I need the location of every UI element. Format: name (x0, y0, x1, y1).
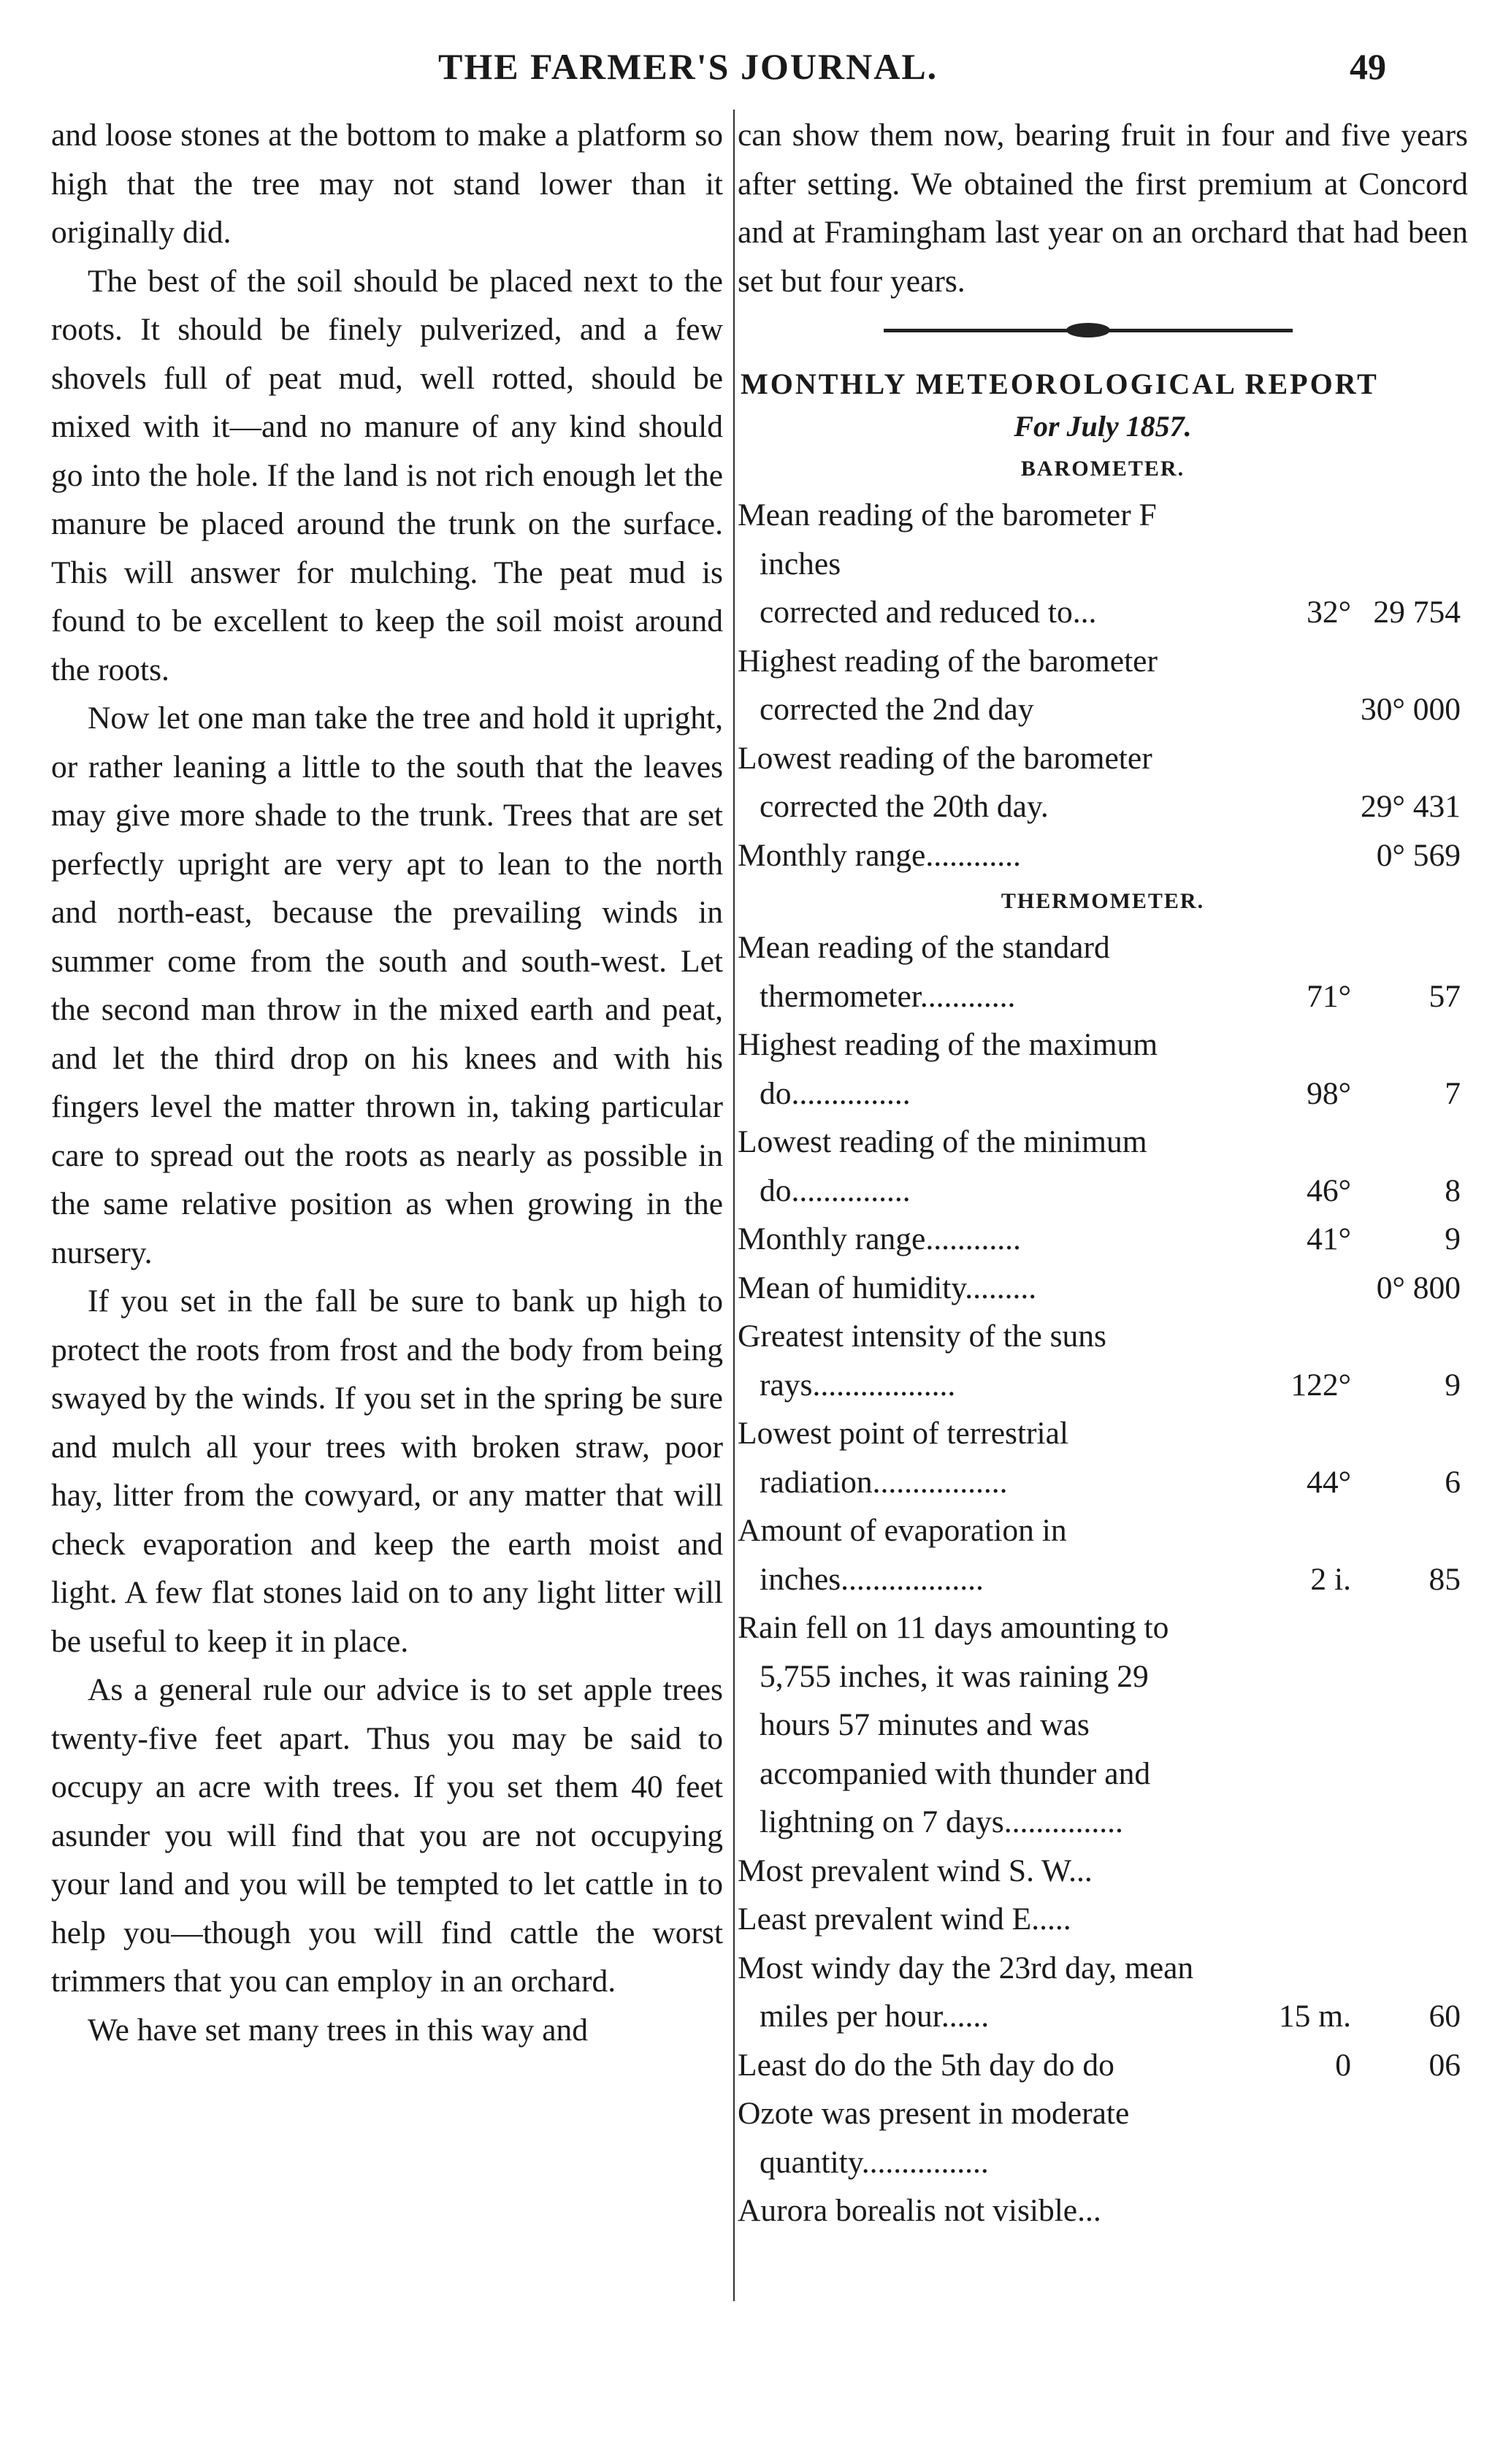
report-row-label: Rain fell on 11 days amounting to 5,755 inches, it was raining 29 hours 57 minutes and was accompanied with thunder and lightning on 7 days............... (738, 1610, 1169, 1839)
report-row (738, 1847, 1468, 1896)
report-row-value (1263, 1167, 1468, 1216)
report-row (738, 1603, 1468, 1847)
report-row (738, 1312, 1468, 1409)
report-row-value (1263, 1215, 1468, 1264)
value-secondary: 0° 800 (1376, 1270, 1461, 1305)
report-row-label: Least prevalent wind E..... (738, 1902, 1071, 1937)
report-row-label: Highest reading of the maximum do............... (738, 1027, 1158, 1111)
report-row-value (1263, 1069, 1468, 1118)
report-row-value (1263, 2041, 1468, 2090)
report-row-label: Lowest reading of the barometer corrected the 20th day. (738, 740, 1152, 824)
report-row (738, 2186, 1468, 2235)
value-secondary: 06 (1429, 2047, 1461, 2083)
thermometer-heading: THERMOMETER. (1001, 889, 1205, 913)
report-row-value (1263, 2138, 1468, 2187)
report-row-label: Highest reading of the barometer corrected the 2nd day (738, 643, 1158, 727)
column-divider (733, 110, 735, 2301)
value-secondary: 60 (1429, 1999, 1461, 2034)
article-paragraph: If you set in the fall be sure to bank up high to protect the roots from frost and the body from being swayed by the winds. If you set in the spring be sure and mulch all your trees with broken straw, poor hay, litter from the cowyard, or any matter that will check evaporation and keep the earth moist and light. A few flat stones laid on to any light litter will be useful to keep it in place. (51, 1284, 723, 1659)
report-row-label: Mean reading of the standard thermometer............ (738, 930, 1110, 1014)
report-row (738, 588, 1468, 637)
article-paragraph: We have set many trees in this way and (88, 2012, 589, 2048)
report-row-label: Monthly range............ (738, 837, 1021, 873)
report-row-label: Ozote was present in moderate quantity................ (738, 2096, 1130, 2180)
report-row-value (1263, 782, 1468, 831)
journal-title: THE FARMER'S JOURNAL. (438, 46, 938, 87)
report-row-label: Least do do the 5th day do do (738, 2047, 1114, 2083)
thermometer-table (738, 923, 1468, 2235)
article-paragraph: and loose stones at the bottom to make a platform so high that the tree may not stand lower than it originally did. (51, 118, 723, 250)
barometer-table (738, 491, 1468, 880)
value-primary: 98° (1307, 1075, 1351, 1111)
report-row-value (1263, 1264, 1468, 1313)
value-primary: 15 m. (1278, 1999, 1351, 2034)
value-primary: 71° (1307, 978, 1351, 1014)
report-row (738, 1021, 1468, 1118)
report-row-value (1263, 1847, 1468, 1896)
report-row-value (1263, 1361, 1468, 1410)
report-row (738, 1409, 1468, 1506)
value-secondary: 29° 431 (1360, 789, 1461, 824)
report-row-value (1263, 2186, 1468, 2235)
value-secondary: 8 (1445, 1172, 1461, 1208)
report-row-value (1263, 540, 1468, 589)
report-row (738, 1215, 1468, 1264)
value-secondary: 85 (1429, 1561, 1461, 1597)
value-primary: 41° (1307, 1221, 1351, 1256)
report-row (738, 1118, 1468, 1215)
value-primary: 46° (1307, 1172, 1351, 1208)
report-row (738, 2041, 1468, 2090)
report-row (738, 923, 1468, 1021)
value-primary: 32° (1307, 595, 1351, 630)
report-row-value (1263, 1895, 1468, 1944)
report-row-label: Lowest point of terrestrial radiation................. (738, 1416, 1068, 1500)
barometer-heading: BAROMETER. (1020, 457, 1185, 481)
report-row-label: Greatest intensity of the suns rays.................. (738, 1319, 1106, 1403)
report-row-value (1263, 1992, 1468, 2041)
value-secondary: 7 (1445, 1075, 1461, 1111)
report-row (738, 1506, 1468, 1603)
report-row-label: Mean reading of the barometer F inches (738, 497, 1157, 581)
report-row-value (1263, 1798, 1468, 1847)
report-row-label: Mean of humidity......... (738, 1270, 1037, 1305)
report-row (738, 2089, 1468, 2186)
report-row-value (1263, 685, 1468, 734)
report-row (738, 637, 1468, 734)
value-secondary: 6 (1445, 1464, 1461, 1500)
report-row-value (1263, 831, 1468, 880)
value-secondary: 0° 569 (1376, 837, 1461, 873)
value-secondary: 57 (1429, 978, 1461, 1014)
ornamental-rule (738, 305, 1468, 362)
report-row-label: corrected and reduced to... (760, 595, 1097, 630)
report-row-value (1263, 1458, 1468, 1507)
report-row-label: Aurora borealis not visible... (738, 2193, 1101, 2228)
page-header (0, 45, 1503, 96)
report-title: MONTHLY METEOROLOGICAL REPORT (741, 367, 1379, 400)
report-row-value (1263, 588, 1468, 637)
article-paragraph: Now let one man take the tree and hold it upright, or rather leaning a little to the south that the leaves may give more shade to the trunk. Trees that are set perfectly upright are very apt to lean to the north and north-east, because the prevailing winds in summer come from the south and south-west. Let the second man throw in the mixed earth and peat, and let the third drop on his knees and with his fingers level the matter thrown in, taking particular care to spread out the roots as nearly as possible in the same relative position as when growing in the nursery. (51, 701, 723, 1270)
report-row-value (1263, 1555, 1468, 1604)
value-primary: 2 i. (1310, 1561, 1351, 1597)
value-secondary: 30° 000 (1360, 692, 1461, 727)
right-column (738, 111, 1468, 2235)
report-row (738, 1944, 1468, 2041)
value-secondary: 9 (1445, 1367, 1461, 1403)
left-column (51, 111, 723, 2054)
report-subtitle: For July 1857. (1014, 410, 1192, 443)
report-row-label: Most prevalent wind S. W... (738, 1853, 1093, 1888)
report-row-label: Lowest reading of the minimum do............... (738, 1124, 1147, 1208)
value-primary: 44° (1307, 1464, 1351, 1500)
value-primary: 0 (1335, 2047, 1351, 2083)
report-row-label: Most windy day the 23rd day, mean miles per hour...... (738, 1950, 1194, 2034)
article-paragraph: The best of the soil should be placed next to the roots. It should be finely pulverized, and a few shovels full of peat mud, well rotted, should be mixed with it—and no manure of any kind should go into the hole. If the land is not rich enough let the manure be placed around the trunk on the surface. This will answer for mulching. The peat mud is found to be excellent to keep the soil moist around the roots. (51, 263, 723, 687)
article-continuation: can show them now, bearing fruit in four and five years after setting. We obtained the first premium at Concord and at Framingham last year on an orchard that had been set but four years. (738, 118, 1468, 299)
report-row (738, 1264, 1468, 1313)
value-primary: 122° (1290, 1367, 1351, 1403)
report-row-label: Monthly range............ (738, 1221, 1021, 1256)
report-row-value (1263, 972, 1468, 1021)
value-secondary: 9 (1445, 1221, 1461, 1256)
value-secondary: 29 754 (1373, 595, 1461, 630)
report-row (738, 1895, 1468, 1944)
report-row (738, 734, 1468, 831)
report-row (738, 831, 1468, 880)
report-row-label: Amount of evaporation in inches.................. (738, 1513, 1067, 1597)
article-paragraph: As a general rule our advice is to set apple trees twenty-five feet apart. Thus you may be said to occupy an acre with trees. If you set them 40 feet asunder you will find that you are not occupying your land and you will be tempted to let cattle in to help you—though you will find cattle the worst trimmers that you can employ in an orchard. (51, 1672, 723, 1999)
page-number: 49 (1350, 46, 1386, 87)
report-row (738, 491, 1468, 588)
